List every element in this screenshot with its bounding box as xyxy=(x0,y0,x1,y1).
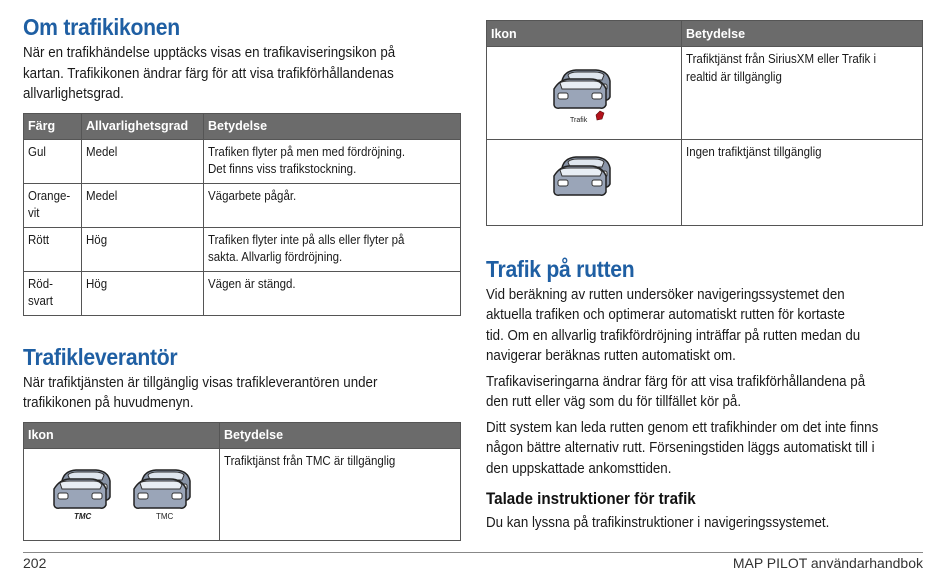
table-row xyxy=(487,139,923,225)
table-header-row xyxy=(487,21,923,47)
no-traffic-icon xyxy=(534,144,634,204)
meaning-cell: Trafiktjänst från TMC är tillgänglig xyxy=(220,448,461,541)
car-icon xyxy=(554,70,610,108)
footer-divider xyxy=(23,552,923,553)
heading-om-trafikikonen: Om trafikikonen xyxy=(23,14,180,40)
tmc-traffic-icons xyxy=(32,453,212,531)
col-header-allvarlighetsgrad: Allvarlighetsgrad xyxy=(82,113,204,139)
icon-cell xyxy=(487,47,682,140)
trafik-label: Trafik xyxy=(570,117,588,124)
col-header-ikon: Ikon xyxy=(487,21,682,47)
severity-cell: Hög xyxy=(82,227,204,271)
heading-talade-instruktioner: Talade instruktioner för trafik xyxy=(486,490,696,508)
left-column xyxy=(23,0,461,541)
meaning-cell: Trafiktjänst från SiriusXM eller Trafik i realtid är tillgänglig xyxy=(682,47,923,140)
page-number: 202 xyxy=(23,555,47,571)
table-row xyxy=(24,448,461,541)
color-cell: Röd- svart xyxy=(24,271,82,315)
table-header-row xyxy=(24,422,461,448)
col-header-ikon: Ikon xyxy=(24,422,220,448)
route-paragraph-2: Trafikaviseringarna ändrar färg för att visa trafikförhållandena på den rutt eller väg som du för tillfället kör på. xyxy=(486,373,866,410)
severity-cell: Hög xyxy=(82,271,204,315)
icon-cell xyxy=(487,139,682,225)
car-icon xyxy=(134,470,190,508)
color-cell: Orange- vit xyxy=(24,183,82,227)
red-logo-icon xyxy=(596,111,604,120)
route-paragraph-1: Vid beräkning av rutten undersöker navigeringssystemet den aktuella trafiken och optimerar automatiskt rutten för kortaste tid. Om en allvarlig trafikfördröjning inträffar på rutten medan du navigerar beräknas rutten automatiskt om. xyxy=(486,286,861,364)
color-cell: Gul xyxy=(24,139,82,183)
col-header-betydelse: Betydelse xyxy=(204,113,461,139)
meaning-cell: Trafiken flyter inte på alls eller flyter på sakta. Allvarlig fördröjning. xyxy=(204,227,461,271)
col-header-farg: Färg xyxy=(24,113,82,139)
col-header-betydelse: Betydelse xyxy=(682,21,923,47)
meaning-cell: Trafiken flyter på men med fördröjning. Det finns viss trafikstockning. xyxy=(204,139,461,183)
route-paragraph-3: Ditt system kan leda rutten genom ett trafikhinder om det inte finns någon bättre alternativ rutt. Förseningstiden läggs automatiskt till i den uppskattade ankomsttiden. xyxy=(486,419,879,477)
table-row xyxy=(487,47,923,140)
table-row xyxy=(24,183,461,227)
meaning-cell: Ingen trafiktjänst tillgänglig xyxy=(682,139,923,225)
provider-paragraph: När trafiktjänsten är tillgänglig visas trafikleverantören under trafikikonen på huvudmenyn. xyxy=(23,374,378,411)
intro-paragraph: När en trafikhändelse upptäcks visas en trafikaviseringsikon på kartan. Trafikikonen ändrar färg för att visa trafikförhållandenas allvarlighetsgrad. xyxy=(23,45,396,102)
table-row xyxy=(24,271,461,315)
tmc-label: TMC xyxy=(155,511,173,521)
color-cell: Rött xyxy=(24,227,82,271)
meaning-cell: Vägarbete pågår. xyxy=(204,183,461,227)
heading-trafikleverantor: Trafikleverantör xyxy=(23,343,178,370)
heading-trafik-pa-rutten: Trafik på rutten xyxy=(486,255,635,282)
icon-cell xyxy=(24,448,220,541)
meaning-cell: Vägen är stängd. xyxy=(204,271,461,315)
severity-cell: Medel xyxy=(82,183,204,227)
severity-table xyxy=(23,113,461,316)
table-row xyxy=(24,139,461,183)
realtime-traffic-icon xyxy=(534,51,634,129)
provider-table-left xyxy=(23,422,461,542)
table-row xyxy=(24,227,461,271)
tmc-label: TMC xyxy=(73,511,91,521)
car-icon xyxy=(554,157,610,195)
table-header-row xyxy=(24,113,461,139)
col-header-betydelse: Betydelse xyxy=(220,422,461,448)
provider-table-right xyxy=(486,20,923,226)
right-column xyxy=(486,0,923,534)
book-title: MAP PILOT användarhandbok xyxy=(732,555,923,571)
severity-cell: Medel xyxy=(82,139,204,183)
spoken-paragraph: Du kan lyssna på trafikinstruktioner i navigeringssystemet. xyxy=(486,515,830,531)
car-icon xyxy=(54,470,110,508)
